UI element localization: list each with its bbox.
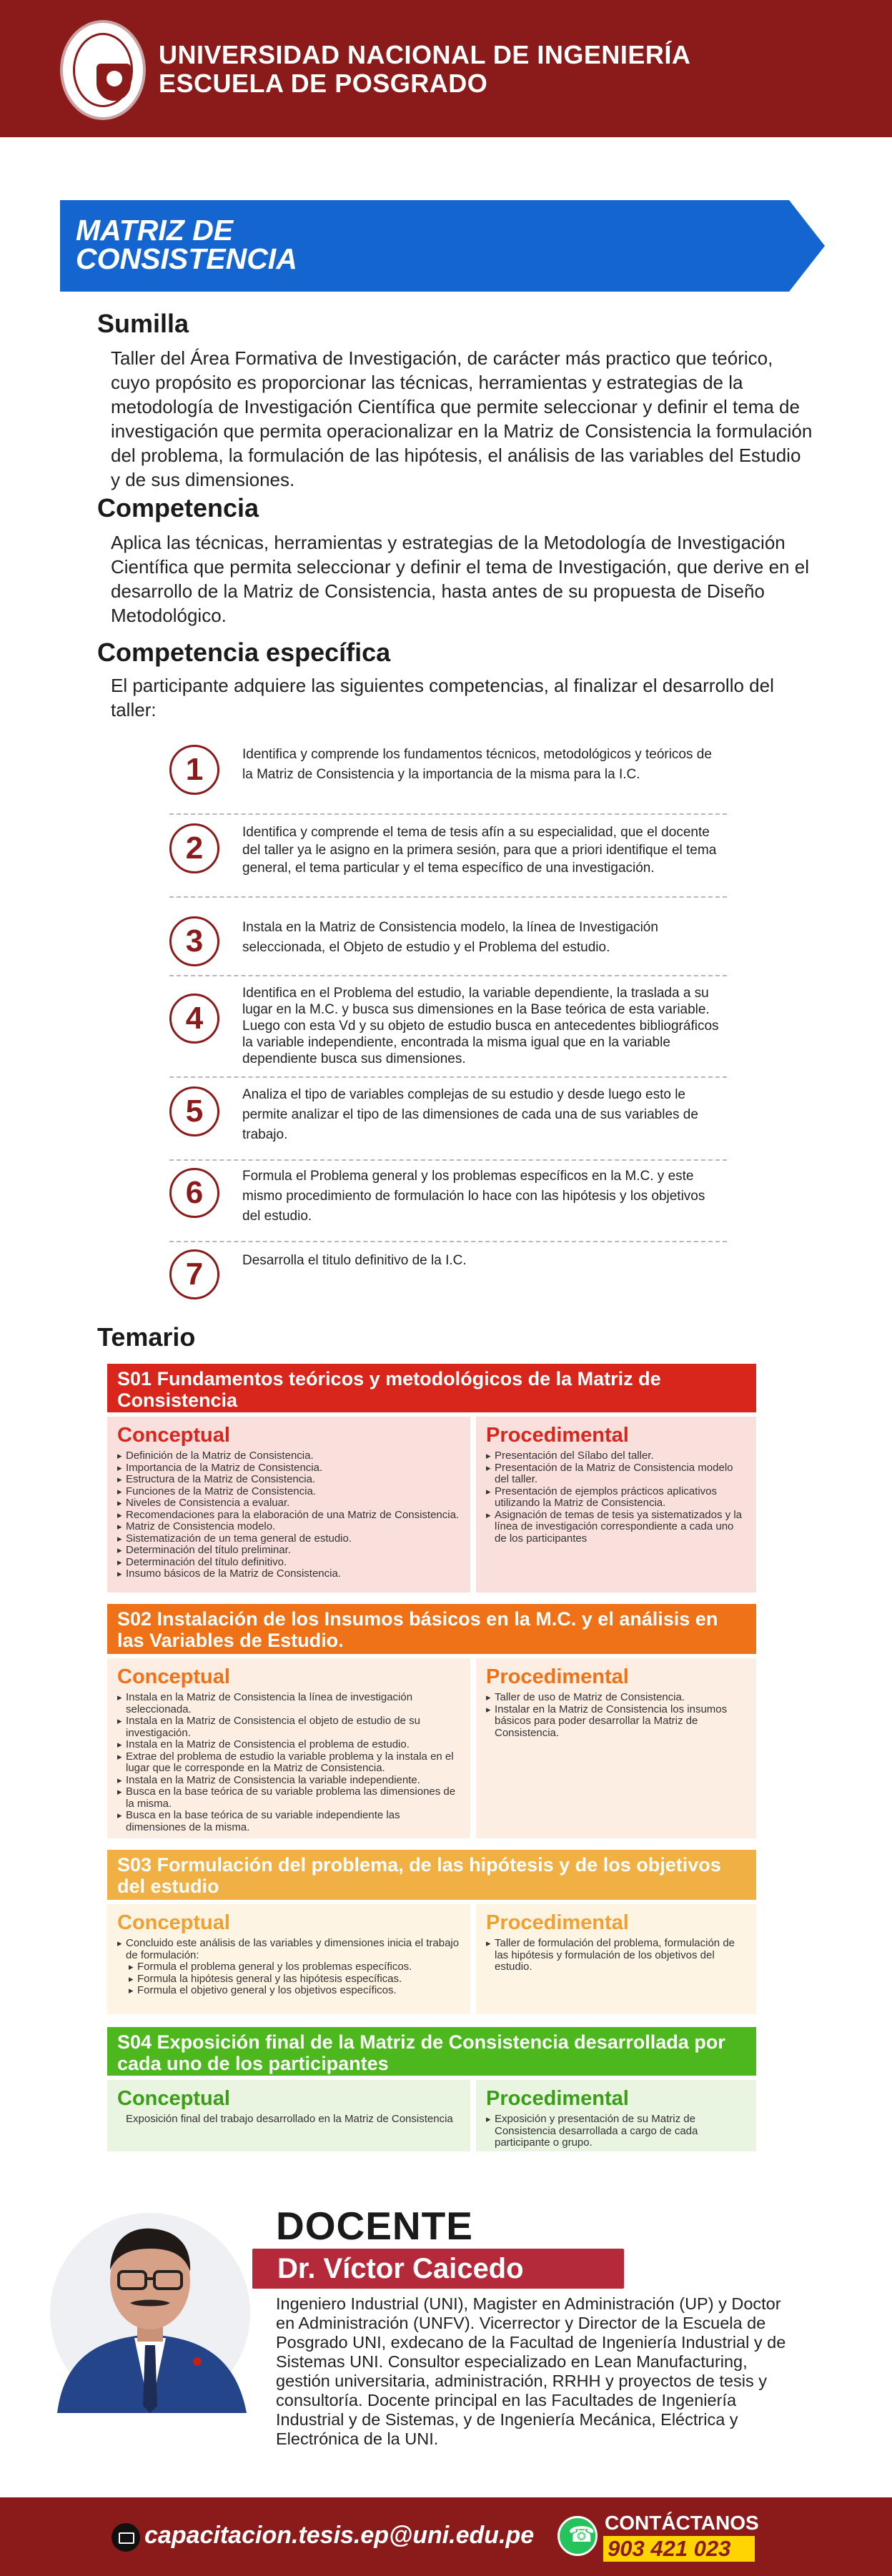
list-item: Exposición final del trabajo desarrollado en la Matriz de Consistencia [126,2113,453,2125]
list-item [169,1075,727,1155]
list-item: ▸ Funciones de la Matriz de Consistencia. [117,1486,460,1498]
header-bar [0,0,892,137]
item-text: Instala en la Matriz de Consistencia modelo, la línea de Investigación seleccionada, el Objeto de estudio y el Problema del estudio. [242,920,658,955]
docente-photo [50,2199,257,2413]
list-item: ▸ Presentación del Sílabo del taller. [486,1450,746,1462]
s03-title: S03 Formulación del problema, de las hipótesis y de los objetivos del estudio [107,1850,756,1900]
course-title-line2: CONSISTENCIA [76,242,297,275]
list-item: ▸ Busca en la base teórica de su variable independiente las dimensiones de la misma. [117,1810,460,1833]
item-number: 6 [169,1168,219,1218]
s02-title: S02 Instalación de los Insumos básicos en la M.C. y el análisis en las Variables de Estudio. [107,1604,756,1654]
s04-title: S04 Exposición final de la Matriz de Consistencia desarrollada por cada uno de los participantes [107,2027,756,2076]
session-s02 [107,1604,756,1838]
item-number: 5 [169,1086,219,1136]
s01-procedimental-title: Procedimental [486,1424,629,1447]
list-item: ▸ Formula la hipótesis general y las hipótesis específicas. [117,1973,460,1986]
sumilla-heading: Sumilla [97,309,189,338]
list-item [169,974,727,1066]
list-item: ▸ Niveles de Consistencia a evaluar. [117,1497,460,1510]
competencia-text: Aplica las técnicas, herramientas y estrategias de la Metodología de Investigación Científica que permita seleccionar y definir el tema de Investigación, que derive en el desarrollo de la Matriz de Consistencia, hasta antes de su propuesta de Diseño Metodológico. [111,532,809,626]
list-item: ▸ Asignación de temas de tesis ya sistematizados y la línea de investigación correspondiente a cada uno de los participantes [486,1510,746,1545]
s04-conceptual-title: Conceptual [117,2087,230,2110]
list-item: ▸ Matriz de Consistencia modelo. [117,1521,460,1533]
s03-conceptual-box [107,1904,470,2014]
whatsapp-icon[interactable] [558,2516,598,2556]
item-text: Analiza el tipo de variables complejas de su estudio y desde luego esto le permite analizar el tipo de las dimensiones de cada una de sus variables de trabajo. [242,1087,698,1142]
list-item: ▸ Instala en la Matriz de Consistencia la variable independiente. [117,1775,460,1787]
session-s04 [107,2027,756,2153]
list-item: ▸ Busca en la base teórica de su variable problema las dimensiones de la misma. [117,1786,460,1810]
list-item: ▸ Estructura de la Matriz de Consistencia. [117,1474,460,1486]
list-item [169,902,727,982]
item-number: 7 [169,1249,219,1299]
s01-title: S01 Fundamentos teóricos y metodológicos de la Matriz de Consistencia [107,1364,756,1412]
course-title-banner [60,200,825,292]
item-text: Identifica y comprende los fundamentos técnicos, metodológicos y teóricos de la Matriz de Consistencia y la importancia de la misma para la I.C. [242,747,712,782]
list-item [169,1239,727,1319]
list-item: ▸ Taller de uso de Matriz de Consistencia. [486,1692,746,1704]
s01-procedimental-box [476,1417,756,1592]
list-item: ▸ Definición de la Matriz de Consistencia. [117,1450,460,1462]
item-number: 2 [169,823,219,873]
docente-name: Dr. Víctor Caicedo [277,2253,524,2284]
s01-conceptual-title: Conceptual [117,1424,230,1447]
s01-conceptual-box [107,1417,470,1592]
item-text: Desarrolla el titulo definitivo de la I.C. [242,1253,467,1268]
contact-phone-link[interactable]: 903 421 023 [608,2536,731,2561]
divider [169,896,727,898]
item-number: 1 [169,745,219,795]
list-item: ▸ Presentación de ejemplos prácticos aplicativos utilizando la Matriz de Consistencia. [486,1486,746,1510]
contact-email-link[interactable]: capacitacion.tesis.ep@uni.edu.pe [144,2522,535,2549]
sumilla-text: Taller del Área Formativa de Investigación, de carácter más practico que teórico, cuyo propósito es proporcionar las técnicas, herramientas y estrategias de la metodología de Investigación Científica que permite seleccionar y definir el tema de investigación que permita operacionalizar en la Matriz de Consistencia la formulación del problema, la formulación de las hipótesis, el análisis de las variables del Estudio y de sus dimensiones. [111,347,813,490]
list-item: ▸ Instalar en la Matriz de Consistencia los insumos básicos para poder desarrollar la Matriz de Consistencia. [486,1704,746,1740]
list-item: ▸ Extrae del problema de estudio la variable problema y la instala en el lugar que le corresponde en la Matriz de Consistencia. [117,1751,460,1775]
item-number: 4 [169,994,219,1044]
footer-bar [0,2497,892,2576]
list-item: ▸ Instala en la Matriz de Consistencia la línea de investigación seleccionada. [117,1692,460,1715]
session-s01 [107,1364,756,1592]
temario-heading: Temario [97,1322,196,1352]
list-item: ▸ Concluido este análisis de las variables y dimensiones inicia el trabajo de formulación: [117,1938,460,1961]
list-item: ▸ Presentación de la Matriz de Consistencia modelo del taller. [486,1462,746,1486]
item-text: Formula el Problema general y los problemas específicos en la M.C. y este mismo procedimiento de formulación lo hace con las hipótesis y los objetivos del estudio. [242,1169,705,1224]
item-text: Identifica en el Problema del estudio, la variable dependiente, la traslada a su lugar en la M.C. y busca sus dimensiones en la Base teórica de esta variable. Luego con esta Vd y su objeto de estudio busca en antecedentes bibliográficos la variable independiente, encontrada la misma igual que en la variable dependiente busca sus dimensiones. [242,986,719,1066]
s04-procedimental-box [476,2080,756,2151]
s02-conceptual-box [107,1658,470,1838]
s04-conceptual-box [107,2080,470,2151]
list-item [169,1156,727,1237]
competencia-heading: Competencia [97,493,259,522]
list-item: ▸ Determinación del título definitivo. [117,1557,460,1569]
list-item: ▸ Determinación del título preliminar. [117,1545,460,1557]
list-item: ▸ Exposición y presentación de su Matriz de Consistencia desarrollada a cargo de cada participante o grupo. [486,2114,746,2149]
school-name: ESCUELA DE POSGRADO [159,69,488,98]
s03-procedimental-box [476,1904,756,2014]
list-item: ▸ Instala en la Matriz de Consistencia el objeto de estudio de su investigación. [117,1715,460,1739]
item-number: 3 [169,916,219,966]
s02-conceptual-title: Conceptual [117,1665,230,1688]
contact-label: CONTÁCTANOS [605,2512,759,2534]
session-s03 [107,1850,756,2014]
docente-heading: DOCENTE [276,2204,473,2248]
list-item: ▸ Recomendaciones para la elaboración de una Matriz de Consistencia. [117,1510,460,1522]
course-title-line1: MATRIZ DE [76,214,234,247]
list-item: ▸ Formula el objetivo general y los objetivos específicos. [117,1985,460,1997]
especifica-intro: El participante adquiere las siguientes competencias, al finalizar el desarrollo del taller: [111,675,774,720]
s03-procedimental-title: Procedimental [486,1911,629,1934]
s02-procedimental-title: Procedimental [486,1665,629,1688]
email-icon [112,2523,140,2552]
especifica-heading: Competencia específica [97,638,391,667]
s02-procedimental-box [476,1658,756,1838]
list-item: ▸ Sistematización de un tema general de estudio. [117,1533,460,1545]
docente-bio: Ingeniero Industrial (UNI), Magister en Administración (UP) y Doctor en Administración (UNFV). Vicerrector y Director de la Escuela de Posgrado UNI, exdecano de la Facultad de Ingeniería Industrial y de Sistemas UNI. Consultor especializado en Lean Manufacturing, gestión universitaria, administración, RRHH y proyectos de tesis y consultoría. Docente principal en las Facultades de Ingeniería Industrial y de Sistemas, y de Ingeniería Mecánica, Eléctrica y Electrónica de la UNI. [276,2294,786,2448]
s04-procedimental-title: Procedimental [486,2087,629,2110]
list-item [169,809,727,889]
item-text: Identifica y comprende el tema de tesis afín a su especialidad, que el docente del taller ya le asigno en la primera sesión, para que a priori identifique el tema general, el tema particular y el tema específico de una investigación. [242,825,717,876]
list-item: ▸ Taller de formulación del problema, formulación de las hipótesis y formulación de los objetivos del estudio. [486,1938,746,1973]
list-item [169,730,727,811]
university-name: UNIVERSIDAD NACIONAL DE INGENIERÍA [159,40,691,69]
list-item: ▸ Formula el problema general y los problemas específicos. [117,1961,460,1973]
list-item: ▸ Insumo básicos de la Matriz de Consistencia. [117,1568,460,1580]
university-seal-icon [60,20,146,120]
list-item: ▸ Instala en la Matriz de Consistencia el problema de estudio. [117,1739,460,1751]
s03-conceptual-title: Conceptual [117,1911,230,1934]
list-item: ▸ Importancia de la Matriz de Consistencia. [117,1462,460,1475]
